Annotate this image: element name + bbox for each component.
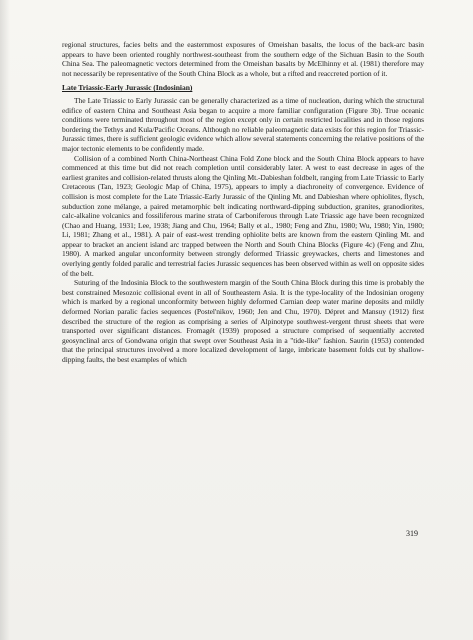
page-number: 319 xyxy=(406,529,418,538)
page-edge-shadow xyxy=(0,0,10,640)
paragraph-continued: regional structures, facies belts and the easternmost exposures of Omeishan basalts, the locus of the back-arc basin appears to have been oriented roughly northwest-southeast from the southern edge of the Sichuan Basin to the South China Sea. The paleomagnetic vectors determined from the Omeishan basalts by McElhinny et al. (1981) therefore may not necessarily be representative of the South China Block as a whole, but a rifted and reaccreted portion of it. xyxy=(62,40,424,78)
paragraph-suturing: Suturing of the Indosinia Block to the southwestern margin of the South China Block during this time is probably the best constrained Mesozoic collisional event in all of Southeastern Asia. It is the type-locality of the Indosinian orogeny which is marked by a regional unconformity between highly deformed Carnian deep water marine deposits and mildly deformed Norian paralic facies sequences (Postel'nikov, 1960; Jen and Chu, 1970). Dépret and Mansuy (1912) first described the structure of the region as comprising a series of Alpinotype southwest-vergent thrust sheets that were transported over significant distances. Fromagét (1939) proposed a structure comprised of sequentially accreted geosynclinal arcs of Gondwana origin that swept over Southeast Asia in a "tide-like" fashion. Saurin (1953) contended that the principal structures involved a more localized development of large, imbricate basement folds cut by shallow-dipping faults, the best examples of which xyxy=(62,278,424,364)
paragraph-collision: Collision of a combined North China-Northeast China Fold Zone block and the South China Block appears to have commenced at this time but did not reach completion until considerably later. A west to east decrease in ages of the earliest granites and collision-related thrusts along the Qinling Mt.-Dabieshan foldbelt, ranging from Late Triassic to Early Cretaceous (Tan, 1923; Geologic Map of China, 1975), appears to imply a diachroneity of convergence. Evidence of collision is most complete for the Late Triassic-Early Jurassic of the Qinling Mt. and Dabieshan where ophiolites, flysch, subduction zone mélange, a paired metamorphic belt indicating northward-dipping subduction, granites, granodiorites, calc-alkaline volcanics and fossiliferous marine strata of Carboniferous through Late Triassic age have been recognized (Chao and Huang, 1931; Lee, 1938; Jiang and Chu, 1964; Bally et al., 1980; Feng and Zhu, 1980; Wu, 1980; Yin, 1980; Li, 1981; Zhang et al., 1981). A pair of east-west trending ophiolite belts are known from the eastern Qinling Mt. and appear to bracket an ancient island arc trapped between the North and South China Blocks (Figure 4c) (Feng and Zhu, 1980). A marked angular unconformity between strongly deformed Triassic greywackes, cherts and limestones and overlying gently folded paralic and terrestrial facies Jurassic sequences has been observed within as well on opposite sides of the belt. xyxy=(62,153,424,278)
paragraph-nucleation: The Late Triassic to Early Jurassic can be generally characterized as a time of nucleation, during which the structural edifice of eastern China and Southeast Asia began to acquire a more familiar configuration (Figure 3b). True oceanic conditions were terminated throughout most of the region except only in certain restricted localities and in those regions bordering the Tethys and Kula/Pacific Oceans. Although no reliable paleomagnetic data exists for this region for Triassic-Jurassic times, there is sufficient geologic evidence which allow several statements concerning the relative positions of the major tectonic elements to be confidently made. xyxy=(62,95,424,153)
body-text xyxy=(62,40,424,365)
section-heading: Late Triassic-Early Jurassic (Indosinian) xyxy=(62,83,193,93)
